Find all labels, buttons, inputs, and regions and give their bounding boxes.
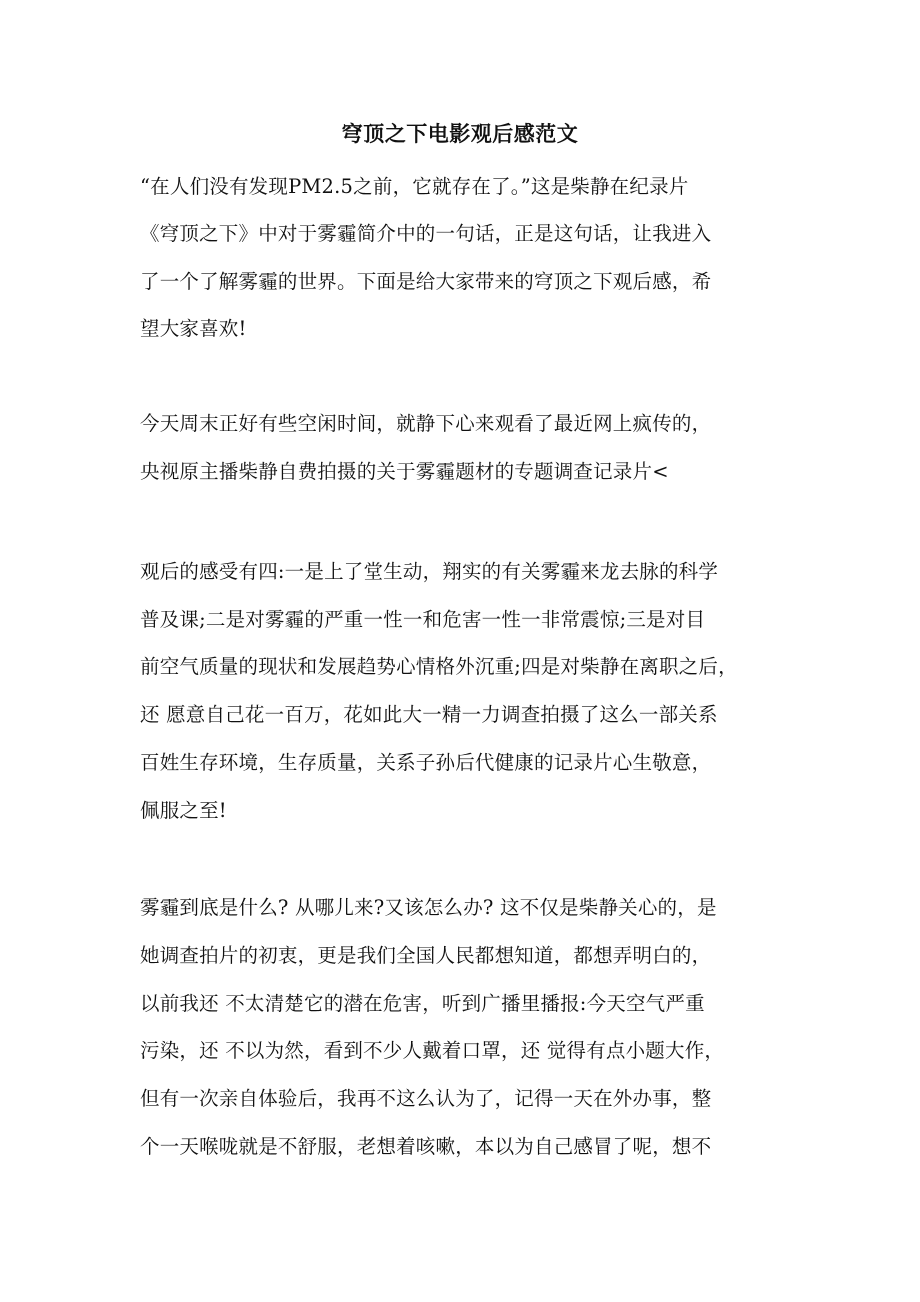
paragraph-1-line-1: “在人们没有发现PM2.5之前，它就存在了。”这是柴静在纪录片 [140, 175, 689, 198]
paragraph-3-line-6: 佩服之至! [140, 799, 227, 822]
paragraph-2-line-1: 今天周末正好有些空闲时间，就静下心来观看了最近网上疯传的， [140, 412, 712, 435]
paragraph-2-line-2: 央视原主播柴静自费拍摄的关于雾霾题材的专题调查记录片< [140, 460, 669, 483]
paragraph-3-line-2: 普及课;二是对雾霾的严重一性一和危害一性一非常震惊;三是对目 [140, 608, 706, 631]
paragraph-4-line-5: 但有一次亲自体验后，我再不这么认为了，记得一天在外办事，整 [140, 1087, 712, 1110]
paragraph-4-line-4: 污染，还 不以为然，看到不少人戴着口罩，还 觉得有点小题大作， [140, 1039, 725, 1062]
document-title: 穹顶之下电影观后感范文 [341, 121, 579, 146]
paragraph-4-line-1: 雾霾到底是什么? 从哪儿来?又该怎么办? 这不仅是柴静关心的，是 [140, 896, 717, 919]
paragraph-1-line-4: 望大家喜欢! [140, 317, 247, 340]
paragraph-1-line-3: 了一个了解雾霾的世界。下面是给大家带来的穹顶之下观后感，希 [140, 270, 712, 293]
paragraph-4-line-2: 她调查拍片的初衷，更是我们全国人民都想知道，都想弄明白的， [140, 944, 712, 967]
paragraph-1-line-2: 《穹顶之下》中对于雾霾简介中的一句话，正是这句话，让我进入 [140, 222, 712, 245]
paragraph-3-line-4: 还 愿意自己花一百万，花如此大一精一力调查拍摄了这么一部关系 [140, 703, 718, 726]
paragraph-4-line-6: 个一天喉咙就是不舒服，老想着咳嗽，本以为自己感冒了呢，想不 [140, 1135, 712, 1158]
paragraph-3-line-3: 前空气质量的现状和发展趋势心情格外沉重;四是对柴静在离职之后， [140, 655, 738, 678]
paragraph-4-line-3: 以前我还 不太清楚它的潜在危害，听到广播里播报:今天空气严重 [140, 992, 705, 1015]
paragraph-3-line-5: 百姓生存环境，生存质量，关系子孙后代健康的记录片心生敬意， [140, 751, 712, 774]
paragraph-3-line-1: 观后的感受有四:一是上了堂生动，翔实的有关雾霾来龙去脉的科学 [140, 560, 719, 583]
